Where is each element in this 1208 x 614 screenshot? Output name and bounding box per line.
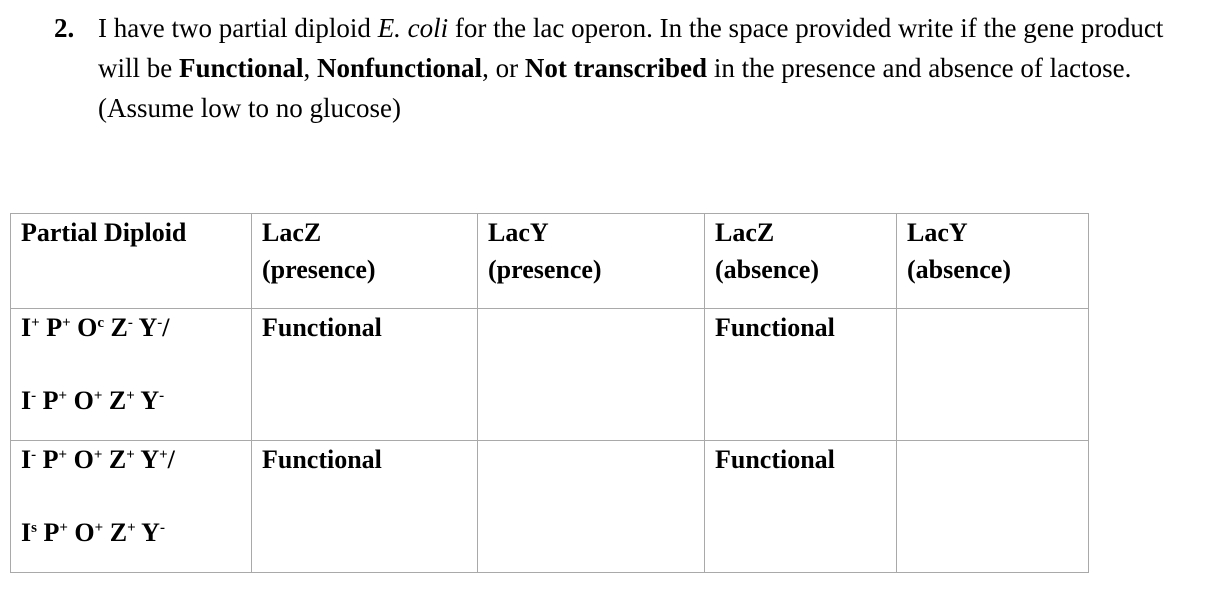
gene-symbol: O	[74, 518, 95, 547]
allele-superscript: -	[159, 388, 165, 404]
allele-superscript: +	[62, 315, 71, 331]
allele	[138, 313, 162, 342]
allele	[140, 445, 167, 474]
cell-lacz-absence[interactable]: Functional	[705, 441, 897, 573]
allele	[141, 518, 165, 547]
allele	[162, 313, 169, 342]
gene-symbol: I	[21, 386, 32, 415]
gene-symbol: I	[21, 313, 32, 342]
gene-symbol: I	[21, 445, 32, 474]
gene-symbol: Z	[108, 386, 127, 415]
allele	[140, 386, 164, 415]
allele	[43, 386, 67, 415]
cell-lacy-absence[interactable]	[897, 309, 1089, 441]
gene-symbol: Y	[140, 386, 160, 415]
allele	[43, 518, 67, 547]
gene-symbol: O	[77, 313, 98, 342]
allele-superscript: c	[97, 315, 105, 331]
allele	[21, 518, 37, 547]
gene-symbol: O	[73, 445, 94, 474]
gene-symbol: P	[42, 445, 59, 474]
allele	[168, 445, 175, 474]
allele-superscript: +	[93, 447, 103, 463]
genotype-cell	[11, 441, 252, 573]
genotype-line-2	[21, 382, 251, 419]
question-block	[54, 8, 1194, 128]
header-row	[11, 214, 1089, 309]
gene-symbol: O	[73, 386, 94, 415]
allele-superscript: +	[31, 315, 40, 331]
gene-symbol: /	[167, 445, 175, 474]
allele	[21, 445, 36, 474]
genotype-line-1	[21, 441, 251, 478]
cell-lacz-presence[interactable]: Functional	[252, 309, 478, 441]
question-text-part3: in the presence and absence of lactose. (Assume low to no glucose)	[98, 53, 1132, 123]
allele	[74, 386, 103, 415]
allele-superscript: +	[58, 388, 68, 404]
allele	[110, 518, 136, 547]
cell-lacz-presence[interactable]: Functional	[252, 441, 478, 573]
diploid-table	[10, 213, 1089, 573]
allele-superscript: +	[126, 388, 135, 404]
allele-superscript: -	[157, 315, 163, 331]
cell-lacy-presence[interactable]	[478, 441, 705, 573]
gene-symbol: Y	[140, 445, 160, 474]
gene-symbol: P	[42, 386, 59, 415]
allele	[74, 445, 103, 474]
gene-symbol: P	[43, 518, 60, 547]
allele	[77, 313, 104, 342]
header-lacz-presence: LacZ (presence)	[252, 214, 478, 309]
cell-lacy-absence[interactable]	[897, 441, 1089, 573]
question-text-part2: for the lac operon. In the space provided write if the gene product will be	[98, 13, 1164, 83]
genotype-line-1	[21, 309, 251, 346]
table-row	[11, 309, 1089, 441]
allele-superscript: -	[31, 447, 37, 463]
organism-name: E. coli	[377, 13, 449, 43]
allele	[46, 313, 70, 342]
allele-superscript: -	[31, 388, 37, 404]
comma-separator: ,	[303, 53, 318, 83]
question-number: 2.	[54, 13, 75, 43]
gene-symbol: I	[21, 518, 32, 547]
cell-lacz-absence[interactable]: Functional	[705, 309, 897, 441]
gene-symbol: /	[162, 313, 170, 342]
question-text-part1: I have two partial diploid	[98, 13, 378, 43]
allele	[21, 313, 40, 342]
allele	[109, 386, 135, 415]
header-lacy-absence: LacY (absence)	[897, 214, 1089, 309]
allele-superscript: +	[159, 447, 168, 463]
allele	[111, 313, 133, 342]
table-row	[11, 441, 1089, 573]
genotype-cell	[11, 309, 252, 441]
header-lacz-absence: LacZ (absence)	[705, 214, 897, 309]
allele-superscript: +	[58, 447, 68, 463]
allele	[21, 386, 36, 415]
gene-symbol: Y	[141, 518, 160, 547]
or-separator: , or	[482, 53, 525, 83]
allele-superscript: +	[127, 520, 136, 536]
gene-symbol: Z	[109, 518, 128, 547]
question-text	[98, 8, 1194, 128]
gene-symbol: P	[46, 313, 63, 342]
allele-superscript: +	[59, 520, 68, 536]
cell-lacy-presence[interactable]	[478, 309, 705, 441]
option-not-transcribed: Not transcribed	[524, 53, 708, 83]
allele-superscript: +	[93, 388, 103, 404]
gene-symbol: Y	[138, 313, 158, 342]
allele	[109, 445, 135, 474]
option-functional: Functional	[179, 53, 304, 83]
allele	[43, 445, 67, 474]
gene-symbol: Z	[110, 313, 128, 342]
allele-superscript: -	[127, 315, 133, 331]
option-nonfunctional: Nonfunctional	[317, 53, 483, 83]
allele-superscript: -	[159, 520, 165, 536]
allele-superscript: +	[126, 447, 135, 463]
header-partial-diploid: Partial Diploid	[11, 214, 252, 309]
gene-symbol: Z	[108, 445, 127, 474]
header-lacy-presence: LacY (presence)	[478, 214, 705, 309]
allele-superscript: +	[94, 520, 104, 536]
allele-superscript: s	[31, 520, 37, 536]
allele	[74, 518, 103, 547]
genotype-line-2	[21, 514, 251, 551]
